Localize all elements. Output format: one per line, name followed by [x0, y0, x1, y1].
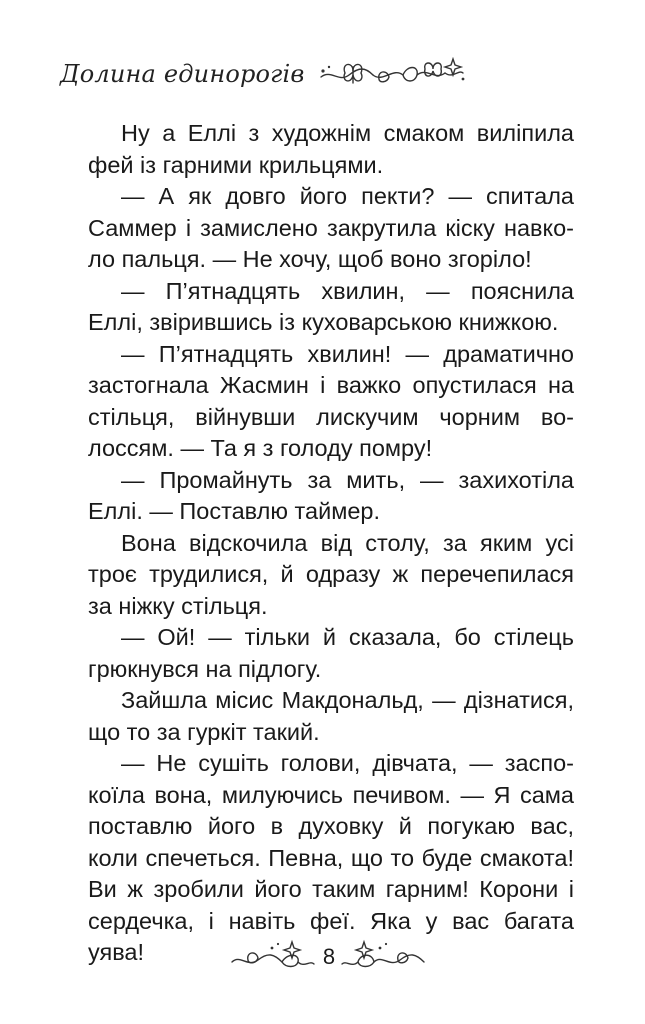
- page-body: [88, 118, 574, 969]
- paragraph-1: Ну а Еллі з художнім смаком виліпила фей із гарними крильцями.: [88, 120, 574, 178]
- paragraph-3: — П’ятнадцять хвилин, — пояснила Еллі, звірившись із куховарською книжкою.: [88, 277, 574, 335]
- paragraph-6: Вона відскочила від столу, за яким усі троє трудилися, й одразу ж перечепилася за ніжку стільця.: [88, 529, 574, 619]
- page-footer: [0, 936, 645, 980]
- flourish-right-icon: [340, 938, 428, 978]
- paragraph-5: — Промайнуть за мить, — захихотіла Еллі. — Поставлю таймер.: [88, 466, 574, 524]
- paragraph-9: — Не сушіть голови, дівчата, — заспокоїла вона, милуючись печивом. — Я сама поставлю його в духовку й погукаю вас, коли спечеться. Певна, що то буде смакота! Ви ж зробили його таким гарним! Корони і сердечка, і навіть феї. Яка у вас багата уява!: [88, 750, 574, 965]
- flourish-butterfly-icon: [317, 57, 467, 91]
- paragraph-4: — П’ятнадцять хвилин! — драматично застогнала Жасмин і важко опустилася на стільця, війнувши лискучим чорним волоссям. — Та я з голоду помру!: [88, 340, 574, 461]
- paragraph-2: — А як довго його пекти? — спитала Саммер і замислено закрутила кіску навколо пальця. — Не хочу, щоб воно згоріло!: [88, 183, 574, 272]
- running-title: Долина единорогів: [60, 60, 305, 88]
- flourish-left-icon: [228, 938, 316, 978]
- page-number: 8: [322, 944, 336, 969]
- paragraph-7: — Ой! — тільки й сказала, бо стілець грюкнувся на підлогу.: [88, 624, 574, 682]
- paragraph-8: Зайшла місис Макдональд, — дізнатися, що то за гуркіт такий.: [88, 687, 574, 745]
- running-header: [60, 54, 467, 94]
